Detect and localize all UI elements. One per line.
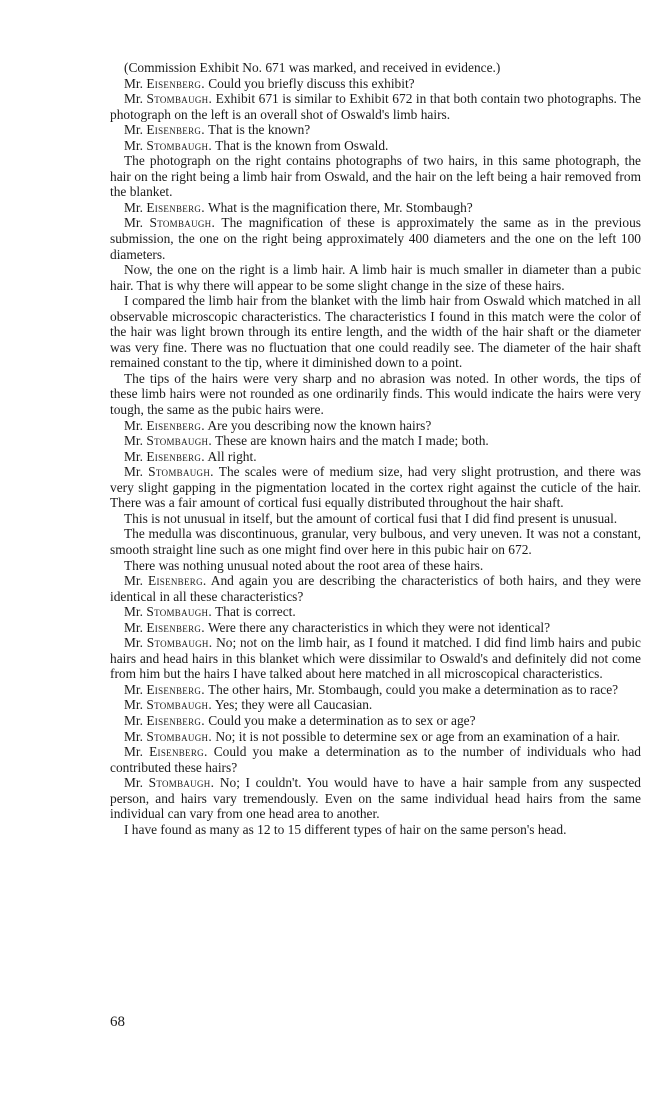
paragraph-text: I have found as many as 12 to 15 different types of hair on the same person's head.	[124, 821, 567, 837]
speaker-name: Eisenberg.	[146, 448, 205, 464]
paragraph-text: I compared the limb hair from the blanket with the limb hair from Oswald which matched in all observable microscopic characteristics. The characteristics I found in this match were the color of the hair was light brown through its entire length, and the width of the hair shaft or the diameter was very fine. There was no fluctuation that one could readily see. The diameter of the hair shaft remained constant to the tip, where it diminished down to a point.	[110, 293, 641, 371]
speaker-name: Eisenberg.	[146, 75, 205, 91]
speaker-prefix: Mr.	[124, 604, 147, 620]
testimony-paragraph	[110, 573, 641, 604]
testimony-paragraph	[110, 200, 641, 216]
paragraph-text: This is not unusual in itself, but the amount of cortical fusi that I did find present is unusual.	[124, 510, 618, 526]
speaker-name: Eisenberg.	[146, 681, 205, 697]
paragraph-text: Exhibit 671 is similar to Exhibit 672 in that both contain two photographs. The photograph on the left is an overall shot of Oswald's limb hairs.	[110, 91, 641, 122]
speaker-name: Eisenberg.	[146, 417, 205, 433]
speaker-prefix: Mr.	[124, 619, 147, 635]
speaker-name: Stombaugh.	[148, 775, 215, 791]
speaker-name: Eisenberg.	[146, 619, 205, 635]
speaker-prefix: Mr.	[124, 137, 147, 153]
paragraph-text: And again you are describing the characteristics of both hairs, and they were identical in all these characteristics?	[110, 573, 641, 604]
paragraph-text: Now, the one on the right is a limb hair. A limb hair is much smaller in diameter than a pubic hair. That is why there will appear to be some slight change in the size of these hairs.	[110, 262, 641, 293]
testimony-paragraph	[110, 138, 641, 154]
speaker-prefix: Mr.	[124, 681, 147, 697]
speaker-name: Eisenberg.	[149, 744, 208, 760]
document-body	[110, 60, 641, 837]
speaker-name: Stombaugh.	[148, 464, 214, 480]
paragraph	[110, 60, 641, 76]
paragraph-text: Are you describing now the known hairs?	[204, 417, 432, 433]
speaker-name: Eisenberg.	[146, 199, 205, 215]
paragraph	[110, 822, 641, 838]
paragraph	[110, 262, 641, 293]
testimony-paragraph	[110, 418, 641, 434]
speaker-name: Eisenberg.	[146, 122, 205, 138]
testimony-paragraph	[110, 620, 641, 636]
paragraph-text: That is the known from Oswald.	[211, 137, 389, 153]
testimony-paragraph	[110, 449, 641, 465]
speaker-prefix: Mr.	[124, 75, 147, 91]
paragraph-text: No; not on the limb hair, as I found it matched. I did find limb hairs and pubic hairs and head hairs in this blanket which were dissimilar to Oswald's and definitely did not come from him but the hairs I have talked about here matched in all microscopical characteristics.	[110, 635, 641, 682]
testimony-paragraph	[110, 91, 641, 122]
paragraph-text: The tips of the hairs were very sharp and no abrasion was noted. In other words, the tips of these limb hairs were not rounded as one ordinarily finds. This would indicate the hairs were very tough, the same as the pubic hairs were.	[110, 370, 641, 418]
speaker-prefix: Mr.	[124, 697, 147, 713]
speaker-name: Eisenberg.	[148, 573, 207, 589]
speaker-name: Stombaugh.	[146, 697, 212, 713]
testimony-paragraph	[110, 713, 641, 729]
speaker-name: Stombaugh.	[146, 137, 212, 153]
paragraph-text: These are known hairs and the match I made; both.	[211, 433, 489, 449]
paragraph	[110, 293, 641, 371]
paragraph-text: All right.	[204, 448, 257, 464]
speaker-name: Stombaugh.	[149, 215, 216, 231]
paragraph-text: The magnification of these is approximately the same as in the previous submission, the one on the right being approximately 400 diameters and the one on the left 100 diameters.	[110, 215, 641, 262]
speaker-prefix: Mr.	[124, 464, 149, 480]
paragraph-text: Could you make a determination as to sex or age?	[204, 712, 476, 728]
paragraph-text: (Commission Exhibit No. 671 was marked, and received in evidence.)	[124, 60, 501, 75]
paragraph-text: Yes; they were all Caucasian.	[211, 697, 373, 713]
speaker-name: Stombaugh.	[146, 604, 212, 620]
paragraph-text: What is the magnification there, Mr. Stombaugh?	[204, 199, 473, 215]
testimony-paragraph	[110, 604, 641, 620]
paragraph-text: Were there any characteristics in which they were not identical?	[204, 619, 551, 635]
speaker-prefix: Mr.	[124, 573, 148, 589]
paragraph	[110, 511, 641, 527]
speaker-name: Stombaugh.	[146, 433, 212, 449]
page-number: 68	[110, 1014, 125, 1030]
paragraph	[110, 371, 641, 418]
paragraph-text: The medulla was discontinuous, granular, very bulbous, and very uneven. It was not a constant, smooth straight line such as one might find over here in this pubic hair on 672.	[110, 526, 641, 557]
paragraph-text: Could you briefly discuss this exhibit?	[204, 75, 415, 91]
paragraph-text: Could you make a determination as to the number of individuals who had contributed these hairs?	[110, 744, 641, 775]
speaker-name: Stombaugh.	[146, 635, 213, 651]
speaker-prefix: Mr.	[124, 744, 150, 760]
speaker-prefix: Mr.	[124, 712, 147, 728]
testimony-paragraph	[110, 635, 641, 682]
paragraph-text: That is correct.	[211, 604, 296, 620]
paragraph-text: The photograph on the right contains photographs of two hairs, in this same photograph, the hair on the right being a limb hair from Oswald, and the hair on the left being a hair removed from the blanket.	[110, 153, 641, 200]
speaker-prefix: Mr.	[124, 122, 147, 138]
testimony-paragraph	[110, 729, 641, 745]
paragraph-text: No; it is not possible to determine sex or age from an examination of a hair.	[211, 728, 620, 744]
paragraph-text: The scales were of medium size, had very slight protrustion, and there was very slight gapping in the pigmentation located in the cortex right against the cuticle of the hair. There was a fair amount of cortical fusi equally distributed throughout the hair shaft.	[110, 464, 641, 511]
testimony-paragraph	[110, 464, 641, 511]
speaker-name: Stombaugh.	[146, 91, 213, 107]
paragraph	[110, 526, 641, 557]
speaker-prefix: Mr.	[124, 728, 147, 744]
speaker-name: Eisenberg.	[146, 712, 205, 728]
speaker-prefix: Mr.	[124, 417, 147, 433]
testimony-paragraph	[110, 697, 641, 713]
testimony-paragraph	[110, 76, 641, 92]
testimony-paragraph	[110, 215, 641, 262]
speaker-prefix: Mr.	[124, 448, 147, 464]
testimony-paragraph	[110, 775, 641, 822]
paragraph-text: That is the known?	[204, 122, 311, 138]
testimony-paragraph	[110, 682, 641, 698]
paragraph-text: There was nothing unusual noted about the root area of these hairs.	[124, 557, 484, 573]
speaker-prefix: Mr.	[124, 199, 147, 215]
paragraph	[110, 558, 641, 574]
paragraph	[110, 153, 641, 200]
paragraph-text: The other hairs, Mr. Stombaugh, could you make a determination as to race?	[204, 681, 619, 697]
speaker-name: Stombaugh.	[146, 728, 212, 744]
testimony-paragraph	[110, 433, 641, 449]
paragraph-text: No; I couldn't. You would have to have a hair sample from any suspected person, and hairs vary tremendously. Even on the same individual head hairs from the same individual can vary from one head area to another.	[110, 775, 642, 822]
testimony-paragraph	[110, 122, 641, 138]
speaker-prefix: Mr.	[124, 91, 147, 107]
testimony-paragraph	[110, 744, 641, 775]
speaker-prefix: Mr.	[124, 433, 147, 449]
speaker-prefix: Mr.	[124, 775, 149, 791]
speaker-prefix: Mr.	[124, 215, 150, 231]
speaker-prefix: Mr.	[124, 635, 147, 651]
